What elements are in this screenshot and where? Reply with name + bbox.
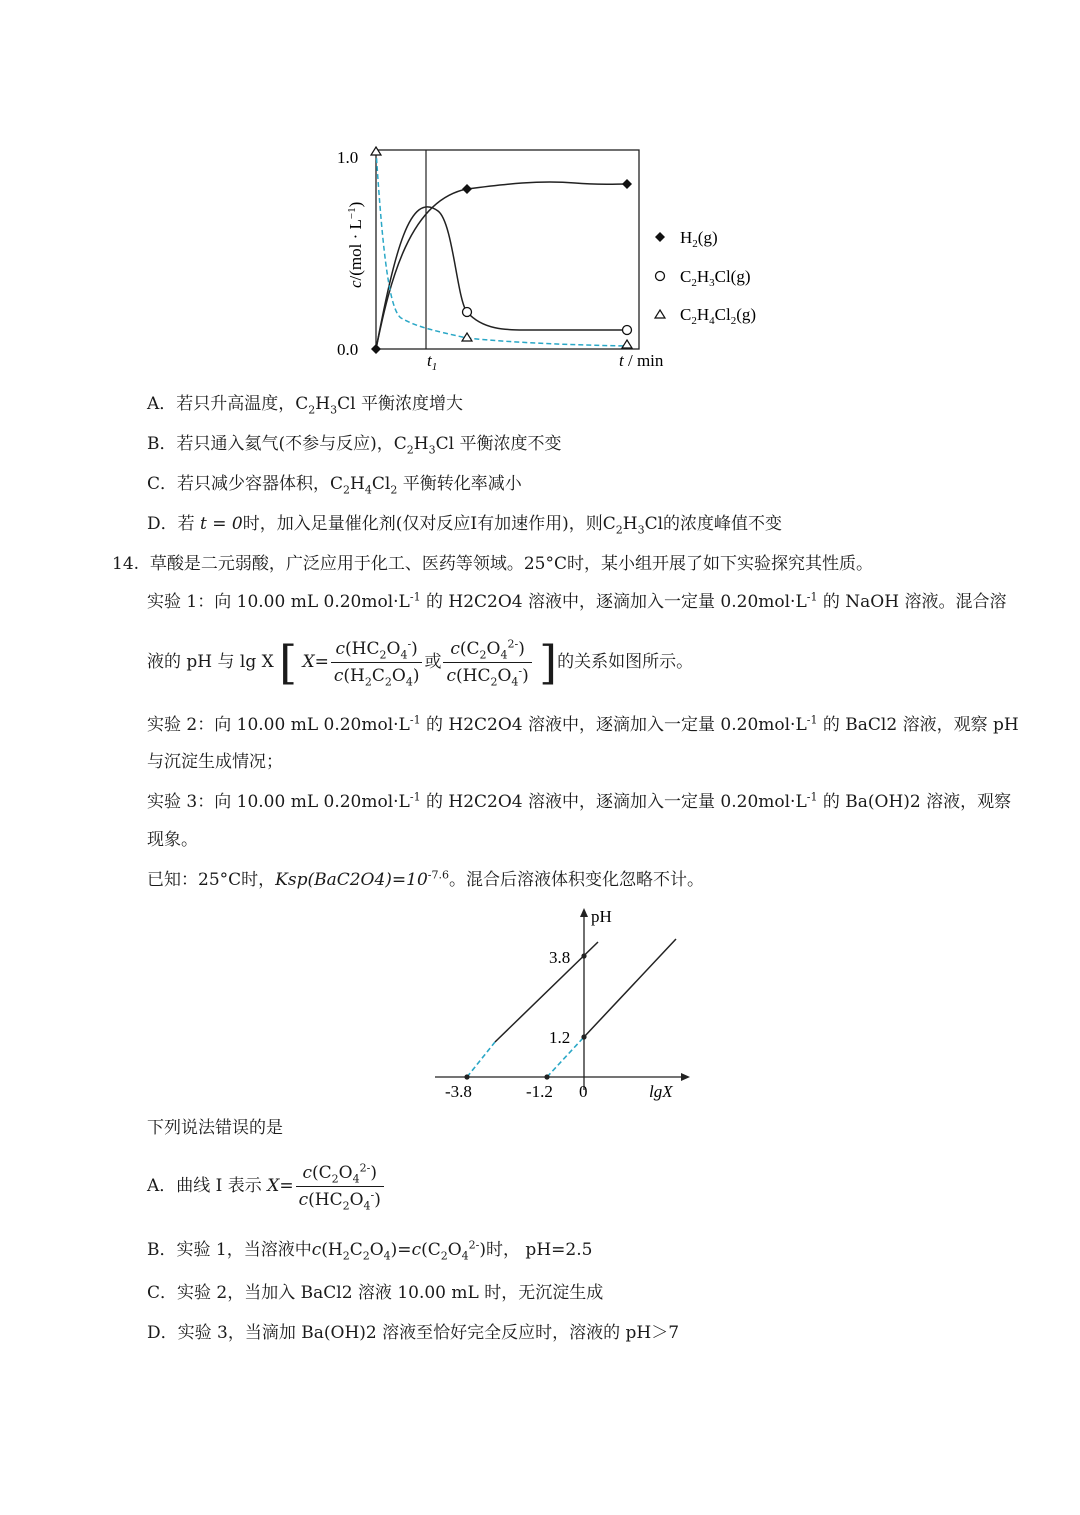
marker-C2H3Cl-end xyxy=(623,326,632,335)
ytick-0.0: 0.0 xyxy=(337,340,359,359)
y-axis-arrow xyxy=(580,908,588,917)
point-neg3.8 xyxy=(464,1074,469,1079)
fraction-option-a: $\frac{c(C_2O_4^{2-})}{c(HC_2O_4^-)}$ xyxy=(296,1160,384,1213)
q14-exp1-line2: 液的 pH 与 lg X [ X= $\frac{c(HC_2O_4^-)}{c(H_2C_2O_4)}$ 或 $\frac{c(C_2O_4^{2-})}{c(HC_2O_4^-)}$ ]的关系如图所示。 xyxy=(147,635,694,690)
fraction-x1: $\frac{c(HC_2O_4^-)}{c(H_2C_2O_4)}$ xyxy=(331,636,423,689)
q14-option-b: B．实验 1，当溶液中$c(H_2C_2O_4)=c(C_2O_4^{2-})$时， pH=2.5 xyxy=(147,1238,593,1263)
marker-H2-t0 xyxy=(371,344,381,354)
legend-C2H4Cl2-marker xyxy=(655,310,665,318)
x-axis-label: t / min xyxy=(619,351,664,370)
q14-exp2-line1: 实验 2：向 10.00 mL $0.20mol\cdot L^{-1}$ 的 H2C2O4 溶液中，逐滴加入一定量 $0.20mol\cdot L^{-1}$ 的 BaCl2 溶液，观察 pH xyxy=(147,713,1019,735)
q13-option-c: C．若只减少容器体积，$C_2H_4Cl_2$ 平衡转化率减小 xyxy=(147,474,522,497)
q14-exp3-line1: 实验 3：向 10.00 mL $0.20mol\cdot L^{-1}$ 的 H2C2O4 溶液中，逐滴加入一定量 $0.20mol\cdot L^{-1}$ 的 Ba(OH)2 溶液，观察 xyxy=(147,790,1012,812)
q14-exp3-line2: 现象。 xyxy=(147,830,198,850)
xtick-t1: $t_1$ xyxy=(427,351,438,373)
xtick-0: 0 xyxy=(579,1082,588,1101)
q13-option-a: A．若只升高温度，$C_2H_3Cl$ 平衡浓度增大 xyxy=(147,394,463,417)
q14-question: 下列说法错误的是 xyxy=(147,1118,283,1138)
legend-H2-marker xyxy=(655,232,665,242)
q13-option-d: D．若 t = 0时，加入足量催化剂(仅对反应Ⅰ有加速作用)，则$C_2H_3Cl$的浓度峰值不变 xyxy=(147,514,783,537)
q14-known: 已知：25°C时，$Ksp(BaC2O4)=10^{-7.6}$。混合后溶液体积变化忽略不计。 xyxy=(147,868,705,890)
marker-H2-end xyxy=(622,179,632,189)
legend-H2-label: $H_2(g)$ xyxy=(680,228,718,250)
marker-C2H3Cl-mid xyxy=(463,308,472,317)
ph-lgx-chart xyxy=(430,900,700,1105)
marker-C2H4Cl2-mid xyxy=(462,333,472,341)
xtick-neg3.8: -3.8 xyxy=(445,1082,472,1101)
ytick-1.2: 1.2 xyxy=(549,1028,571,1047)
q14-stem: 14. 草酸是二元弱酸，广泛应用于化工、医药等领域。25°C时，某小组开展了如下实验探究其性质。 xyxy=(112,554,873,574)
legend-C2H3Cl-marker xyxy=(656,272,665,281)
q14-option-d: D．实验 3，当滴加 Ba(OH)2 溶液至恰好完全反应时，溶液的 pH＞7 xyxy=(147,1323,680,1343)
ytick-3.8: 3.8 xyxy=(549,948,571,967)
legend-C2H3Cl-label: $C_2H_3Cl(g)$ xyxy=(680,267,751,289)
q14-option-c: C．实验 2，当加入 BaCl2 溶液 10.00 mL 时，无沉淀生成 xyxy=(147,1283,604,1303)
y-axis-label: $c/(mol \cdot L^{-1})$ xyxy=(346,201,365,288)
xtick-neg1.2: -1.2 xyxy=(526,1082,553,1101)
q13-option-b: B．若只通入氦气(不参与反应)，$C_2H_3Cl$ 平衡浓度不变 xyxy=(147,434,562,457)
legend-C2H4Cl2-label: $C_2H_4Cl_2(g)$ xyxy=(680,305,757,327)
marker-C2H4Cl2-end xyxy=(622,340,632,348)
q14-exp1-line1: 实验 1：向 10.00 mL $0.20mol\cdot L^{-1}$ 的 H2C2O4 溶液中，逐滴加入一定量 $0.20mol\cdot L^{-1}$ 的 NaOH 溶液。混合溶 xyxy=(147,590,1007,612)
ytick-1.0: 1.0 xyxy=(337,148,359,167)
point-1.2 xyxy=(581,1034,586,1039)
marker-C2H4Cl2-t0 xyxy=(371,147,381,155)
line-left-dashed xyxy=(467,1042,495,1077)
plot-frame xyxy=(376,150,639,349)
x-axis-label: lgX xyxy=(649,1082,673,1101)
fraction-x2: $\frac{c(C_2O_4^{2-})}{c(HC_2O_4^-)}$ xyxy=(443,636,531,689)
point-3.8 xyxy=(581,953,586,958)
q14-exp2-line2: 与沉淀生成情况； xyxy=(147,752,283,772)
line-right-solid xyxy=(584,939,676,1037)
concentration-time-chart xyxy=(335,140,795,380)
y-axis-label: pH xyxy=(591,907,612,926)
marker-H2-mid xyxy=(462,184,472,194)
C2H4Cl2-curve xyxy=(376,150,627,346)
point-neg1.2 xyxy=(544,1074,549,1079)
C2H3Cl-curve xyxy=(376,207,627,349)
q14-option-a: A．曲线 I 表示 X= $\frac{c(C_2O_4^{2-})}{c(HC_2O_4^-)}$ xyxy=(147,1157,386,1215)
x-axis-arrow xyxy=(681,1073,690,1081)
